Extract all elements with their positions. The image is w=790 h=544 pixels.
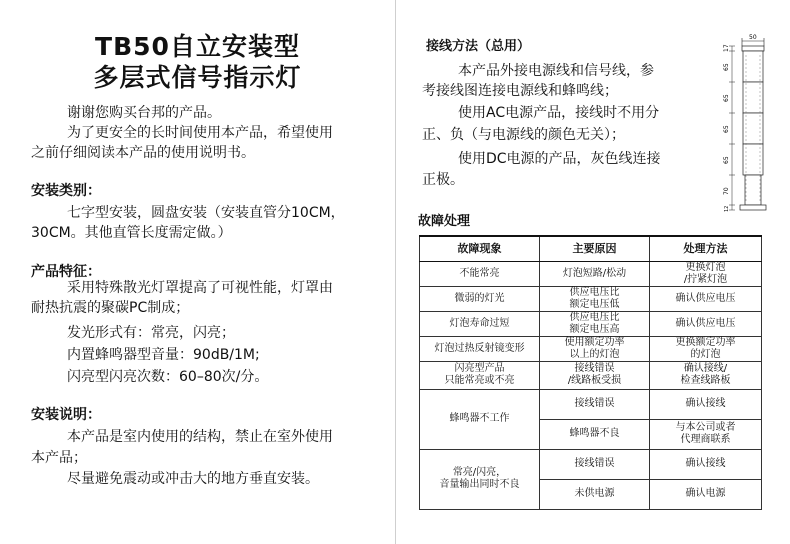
cause-cell: 使用额定功率 以上的灯泡 (540, 336, 650, 361)
symptom-cell: 不能常亮 (420, 261, 540, 286)
tower-foot (740, 205, 766, 210)
table-row (420, 261, 762, 286)
features-text-1: 采用特殊散光灯罩提高了可视性能，灯罩由 (67, 280, 333, 296)
cause-cell: 蜂鸣器不良 (540, 419, 650, 449)
symptom-cell: 闪亮型产品 只能常亮或不亮 (420, 361, 540, 389)
wiring-text-6: 正极。 (422, 172, 464, 188)
fault-heading: 故障处理 (418, 214, 471, 229)
intro-text-1: 为了更安全的长时间使用本产品，希望使用 (67, 125, 333, 141)
dim-label-2: 65 (723, 63, 730, 71)
cause-cell: 供应电压比 额定电压高 (540, 311, 650, 336)
notes-text-3: 尽量避免震动或冲击大的地方垂直安装。 (67, 471, 319, 487)
table-row (420, 389, 762, 419)
wiring-text-2: 考接线图连接电源线和蜂鸣线； (422, 83, 618, 99)
fix-cell: 更换灯泡 /拧紧灯泡 (650, 261, 762, 286)
symptom-cell: 灯泡寿命过短 (420, 311, 540, 336)
tower-base (745, 175, 761, 205)
wiring-text-5: 使用DC电源的产品，灰色线连接 (458, 151, 661, 167)
thanks-text: 谢谢您购买台邦的产品。 (67, 105, 221, 121)
wiring-heading: 接线方法（总用） (426, 39, 531, 54)
features-text-2: 耐热抗震的聚碳PC制成； (31, 300, 190, 316)
install-type-heading: 安装类别： (31, 183, 101, 199)
fix-cell: 确认接线 (650, 449, 762, 479)
fault-table-body (420, 261, 762, 509)
fault-table (419, 235, 762, 510)
table-header-cause: 主要原因 (540, 236, 650, 261)
product-title: TB50自立安装型 (95, 32, 300, 61)
fix-cell: 更换额定功率 的灯泡 (650, 336, 762, 361)
symptom-cell: 灯泡过热反射镜变形 (420, 336, 540, 361)
table-row (420, 449, 762, 479)
fix-cell: 确认供应电压 (650, 311, 762, 336)
cause-cell: 供应电压比 额定电压低 (540, 286, 650, 311)
fix-cell: 确认接线 (650, 389, 762, 419)
cause-cell: 未供电源 (540, 479, 650, 509)
right-page (398, 0, 790, 544)
cause-cell: 接线错误 (540, 389, 650, 419)
product-subtitle: 多层式信号指示灯 (93, 63, 302, 92)
features-text-3: 发光形式有：常亮，闪亮； (67, 325, 235, 341)
cause-cell: 接线错误 (540, 449, 650, 479)
notes-text-1: 本产品是室内使用的结构，禁止在室外使用 (67, 429, 333, 445)
table-row (420, 336, 762, 361)
features-text-5: 闪亮型闪亮次数：60–80次/分。 (67, 369, 269, 385)
wiring-text-4: 正、负（与电源线的颜色无关）； (422, 127, 625, 143)
symptom-cell: 常亮/闪亮， 音量输出同时不良 (420, 449, 540, 509)
table-row (420, 286, 762, 311)
symptom-cell: 微弱的灯光 (420, 286, 540, 311)
fix-cell: 确认接线/ 检查线路板 (650, 361, 762, 389)
dim-label-1: 17 (723, 44, 730, 52)
table-header-symptom: 故障现象 (420, 236, 540, 261)
table-header-fix: 处理方法 (650, 236, 762, 261)
dim-width-label: 50 (749, 34, 757, 41)
symptom-cell: 蜂鸣器不工作 (420, 389, 540, 449)
notes-text-2: 本产品； (31, 450, 87, 466)
fix-cell: 确认电源 (650, 479, 762, 509)
page-divider (395, 0, 396, 544)
install-type-text-2: 30CM。其他直管长度需定做。） (31, 225, 232, 241)
wiring-text-3: 使用AC电源产品，接线时不用分 (458, 105, 660, 121)
dim-label-5: 65 (723, 156, 730, 164)
dim-label-7: 12 (724, 205, 730, 212)
dim-label-3: 65 (723, 94, 730, 102)
fix-cell: 确认供应电压 (650, 286, 762, 311)
dim-label-6: 70 (723, 187, 730, 195)
table-row (420, 311, 762, 336)
dim-label-4: 65 (723, 125, 730, 133)
intro-text-2: 之前仔细阅读本产品的使用说明书。 (31, 145, 255, 161)
fix-cell: 与本公司或者 代理商联系 (650, 419, 762, 449)
features-text-4: 内置蜂鸣器型音量：90dB/1M; (67, 347, 260, 363)
tower-cap (742, 46, 764, 51)
cause-cell: 接线错误 /线路板受损 (540, 361, 650, 389)
wiring-text-1: 本产品外接电源线和信号线，参 (458, 63, 654, 79)
table-row (420, 361, 762, 389)
cause-cell: 灯泡短路/松动 (540, 261, 650, 286)
tower-light-dimension-diagram (716, 33, 778, 218)
features-heading: 产品特征： (31, 264, 101, 280)
notes-heading: 安装说明： (31, 407, 101, 423)
install-type-text-1: 七字型安装，圆盘安装（安装直管分10CM， (67, 205, 345, 221)
